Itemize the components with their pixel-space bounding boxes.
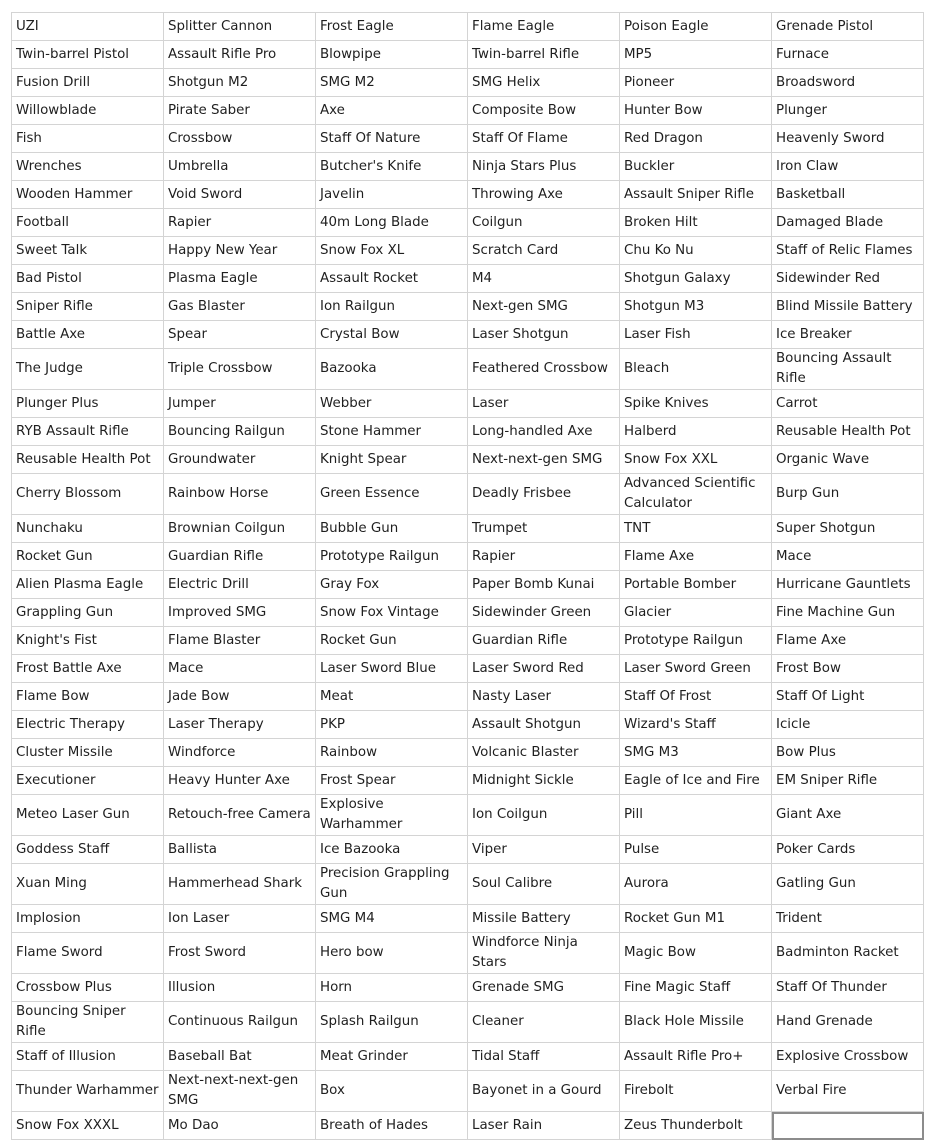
table-cell[interactable]: Ion Laser [164, 905, 316, 933]
table-cell[interactable]: MP5 [620, 41, 772, 69]
table-cell[interactable]: Javelin [316, 181, 468, 209]
table-row [12, 864, 924, 905]
table-row [12, 321, 924, 349]
table-cell[interactable]: SMG M2 [316, 69, 468, 97]
table-cell[interactable]: Plunger Plus [12, 390, 164, 418]
table-cell[interactable]: Reusable Health Pot [12, 446, 164, 474]
table-cell[interactable]: Assault Sniper Rifle [620, 181, 772, 209]
table-cell[interactable]: Flame Blaster [164, 627, 316, 655]
table-cell[interactable]: Snow Fox Vintage [316, 599, 468, 627]
table-cell[interactable]: Battle Axe [12, 321, 164, 349]
table-row [12, 474, 924, 515]
table-row [12, 836, 924, 864]
table-cell[interactable]: Fusion Drill [12, 69, 164, 97]
table-cell[interactable]: SMG M4 [316, 905, 468, 933]
table-cell[interactable]: Assault Rifle Pro [164, 41, 316, 69]
table-cell[interactable]: Flame Bow [12, 683, 164, 711]
table-cell[interactable]: Plasma Eagle [164, 265, 316, 293]
table-cell[interactable]: Rainbow Horse [164, 474, 316, 515]
table-cell[interactable]: Ion Coilgun [468, 795, 620, 836]
table-cell[interactable]: TNT [620, 515, 772, 543]
table-cell[interactable]: Soul Calibre [468, 864, 620, 905]
table-cell[interactable]: Spike Knives [620, 390, 772, 418]
table-cell[interactable]: Bouncing Sniper Rifle [12, 1002, 164, 1043]
table-cell[interactable]: Laser Sword Green [620, 655, 772, 683]
table-cell[interactable]: Staff of Relic Flames [772, 237, 924, 265]
table-cell[interactable]: Missile Battery [468, 905, 620, 933]
table-cell[interactable]: Breath of Hades [316, 1112, 468, 1140]
table-cell[interactable]: Electric Therapy [12, 711, 164, 739]
table-cell[interactable]: Rainbow [316, 739, 468, 767]
table-cell[interactable]: Frost Eagle [316, 13, 468, 41]
table-row [12, 571, 924, 599]
table-cell[interactable]: Viper [468, 836, 620, 864]
table-cell[interactable]: Frost Spear [316, 767, 468, 795]
table-cell[interactable]: Blind Missile Battery [772, 293, 924, 321]
table-cell[interactable]: Eagle of Ice and Fire [620, 767, 772, 795]
table-cell[interactable]: Carrot [772, 390, 924, 418]
table-cell[interactable]: Halberd [620, 418, 772, 446]
table-cell[interactable]: Cherry Blossom [12, 474, 164, 515]
table-cell[interactable]: Laser Fish [620, 321, 772, 349]
table-cell[interactable]: Flame Axe [772, 627, 924, 655]
table-cell[interactable]: Aurora [620, 864, 772, 905]
table-cell[interactable]: Furnace [772, 41, 924, 69]
table-cell[interactable]: Staff Of Frost [620, 683, 772, 711]
table-cell[interactable]: Jumper [164, 390, 316, 418]
table-row [12, 933, 924, 974]
table-cell[interactable]: Retouch-free Camera [164, 795, 316, 836]
table-cell[interactable]: Portable Bomber [620, 571, 772, 599]
table-cell[interactable]: Ice Breaker [772, 321, 924, 349]
table-cell[interactable]: Magic Bow [620, 933, 772, 974]
table-cell[interactable]: Gatling Gun [772, 864, 924, 905]
selected-cell[interactable] [772, 1112, 924, 1140]
table-cell[interactable]: The Judge [12, 349, 164, 390]
table-row [12, 69, 924, 97]
table-row [12, 209, 924, 237]
table-cell[interactable]: Laser Rain [468, 1112, 620, 1140]
table-cell[interactable]: Umbrella [164, 153, 316, 181]
table-row [12, 97, 924, 125]
table-cell[interactable]: Sweet Talk [12, 237, 164, 265]
table-cell[interactable]: Thunder Warhammer [12, 1071, 164, 1112]
table-cell[interactable]: Nasty Laser [468, 683, 620, 711]
table-cell[interactable]: Laser Therapy [164, 711, 316, 739]
table-cell[interactable]: Twin-barrel Rifle [468, 41, 620, 69]
table-row [12, 739, 924, 767]
table-cell[interactable]: Fine Magic Staff [620, 974, 772, 1002]
table-row [12, 125, 924, 153]
table-cell[interactable]: Frost Sword [164, 933, 316, 974]
table-row [12, 13, 924, 41]
table-cell[interactable]: Rapier [468, 543, 620, 571]
table-cell[interactable]: Laser Sword Red [468, 655, 620, 683]
table-cell[interactable]: Rapier [164, 209, 316, 237]
table-row [12, 1043, 924, 1071]
table-cell[interactable]: Plunger [772, 97, 924, 125]
table-cell[interactable]: Laser Shotgun [468, 321, 620, 349]
table-cell[interactable]: Stone Hammer [316, 418, 468, 446]
table-cell[interactable]: Nunchaku [12, 515, 164, 543]
table-cell[interactable]: Staff Of Thunder [772, 974, 924, 1002]
table-cell[interactable]: Coilgun [468, 209, 620, 237]
table-row [12, 905, 924, 933]
table-cell[interactable]: Chu Ko Nu [620, 237, 772, 265]
table-cell[interactable]: Bazooka [316, 349, 468, 390]
table-row [12, 767, 924, 795]
table-cell[interactable]: Basketball [772, 181, 924, 209]
table-cell[interactable]: Pirate Saber [164, 97, 316, 125]
table-cell[interactable]: Heavenly Sword [772, 125, 924, 153]
table-cell[interactable]: Pulse [620, 836, 772, 864]
table-cell[interactable]: Gas Blaster [164, 293, 316, 321]
table-row [12, 1112, 924, 1140]
table-cell[interactable]: Crossbow [164, 125, 316, 153]
table-cell[interactable]: Electric Drill [164, 571, 316, 599]
table-cell[interactable]: Happy New Year [164, 237, 316, 265]
table-cell[interactable]: Bleach [620, 349, 772, 390]
table-cell[interactable]: Improved SMG [164, 599, 316, 627]
table-cell[interactable]: Fish [12, 125, 164, 153]
table-cell[interactable]: Verbal Fire [772, 1071, 924, 1112]
table-cell[interactable]: Horn [316, 974, 468, 1002]
table-cell[interactable]: Rocket Gun M1 [620, 905, 772, 933]
table-cell[interactable]: Splash Railgun [316, 1002, 468, 1043]
table-cell[interactable]: Hero bow [316, 933, 468, 974]
table-cell[interactable]: M4 [468, 265, 620, 293]
table-row [12, 683, 924, 711]
table-cell[interactable]: Flame Eagle [468, 13, 620, 41]
table-cell[interactable]: Crossbow Plus [12, 974, 164, 1002]
table-row [12, 390, 924, 418]
table-cell[interactable]: Cluster Missile [12, 739, 164, 767]
table-cell[interactable]: Splitter Cannon [164, 13, 316, 41]
table-cell[interactable]: Glacier [620, 599, 772, 627]
table-cell[interactable]: Windforce Ninja Stars [468, 933, 620, 974]
table-cell[interactable]: EM Sniper Rifle [772, 767, 924, 795]
table-cell[interactable]: Zeus Thunderbolt [620, 1112, 772, 1140]
table-cell[interactable]: Pioneer [620, 69, 772, 97]
table-cell[interactable]: Meat Grinder [316, 1043, 468, 1071]
table-cell[interactable]: Guardian Rifle [468, 627, 620, 655]
table-cell[interactable]: Volcanic Blaster [468, 739, 620, 767]
table-cell[interactable]: Axe [316, 97, 468, 125]
table-row [12, 655, 924, 683]
table-cell[interactable]: Explosive Crossbow [772, 1043, 924, 1071]
table-cell[interactable]: Bad Pistol [12, 265, 164, 293]
table-cell[interactable]: Bouncing Railgun [164, 418, 316, 446]
table-cell[interactable]: Bow Plus [772, 739, 924, 767]
table-cell[interactable]: Void Sword [164, 181, 316, 209]
table-cell[interactable]: Staff of Illusion [12, 1043, 164, 1071]
table-cell[interactable]: Ballista [164, 836, 316, 864]
table-cell[interactable]: Staff Of Light [772, 683, 924, 711]
table-cell[interactable]: Heavy Hunter Axe [164, 767, 316, 795]
table-cell[interactable]: Blowpipe [316, 41, 468, 69]
table-cell[interactable]: Ice Bazooka [316, 836, 468, 864]
table-cell[interactable]: Midnight Sickle [468, 767, 620, 795]
table-row [12, 627, 924, 655]
table-cell[interactable]: Deadly Frisbee [468, 474, 620, 515]
table-cell[interactable]: Trumpet [468, 515, 620, 543]
table-cell[interactable]: Alien Plasma Eagle [12, 571, 164, 599]
table-cell[interactable]: Grappling Gun [12, 599, 164, 627]
table-cell[interactable]: Frost Battle Axe [12, 655, 164, 683]
table-cell[interactable]: Ninja Stars Plus [468, 153, 620, 181]
table-cell[interactable]: Guardian Rifle [164, 543, 316, 571]
table-cell[interactable]: Explosive Warhammer [316, 795, 468, 836]
table-cell[interactable]: Shotgun Galaxy [620, 265, 772, 293]
table-cell[interactable]: Feathered Crossbow [468, 349, 620, 390]
table-row [12, 41, 924, 69]
table-row [12, 599, 924, 627]
table-cell[interactable]: Grenade SMG [468, 974, 620, 1002]
table-cell[interactable]: Burp Gun [772, 474, 924, 515]
table-row [12, 293, 924, 321]
table-cell[interactable]: Laser Sword Blue [316, 655, 468, 683]
table-row [12, 237, 924, 265]
weapon-table [11, 12, 924, 1140]
table-cell[interactable]: Ion Railgun [316, 293, 468, 321]
table-cell[interactable]: Poison Eagle [620, 13, 772, 41]
table-cell[interactable]: Tidal Staff [468, 1043, 620, 1071]
table-cell[interactable]: Twin-barrel Pistol [12, 41, 164, 69]
table-cell[interactable]: Gray Fox [316, 571, 468, 599]
table-body [12, 13, 924, 1140]
table-cell[interactable]: Iron Claw [772, 153, 924, 181]
table-cell[interactable]: Trident [772, 905, 924, 933]
table-cell[interactable]: Poker Cards [772, 836, 924, 864]
table-cell[interactable]: Executioner [12, 767, 164, 795]
table-cell[interactable]: Hand Grenade [772, 1002, 924, 1043]
table-cell[interactable]: Rocket Gun [12, 543, 164, 571]
table-cell[interactable]: SMG Helix [468, 69, 620, 97]
table-cell[interactable]: Paper Bomb Kunai [468, 571, 620, 599]
table-cell[interactable]: 40m Long Blade [316, 209, 468, 237]
table-cell[interactable]: Sniper Rifle [12, 293, 164, 321]
table-cell[interactable]: Bubble Gun [316, 515, 468, 543]
table-cell[interactable]: Composite Bow [468, 97, 620, 125]
table-row [12, 349, 924, 390]
table-cell[interactable]: Giant Axe [772, 795, 924, 836]
table-cell[interactable]: Organic Wave [772, 446, 924, 474]
table-cell[interactable]: Flame Axe [620, 543, 772, 571]
table-cell[interactable]: Fine Machine Gun [772, 599, 924, 627]
table-cell[interactable]: Mace [164, 655, 316, 683]
table-cell[interactable]: Shotgun M2 [164, 69, 316, 97]
table-row [12, 446, 924, 474]
table-cell[interactable]: Buckler [620, 153, 772, 181]
table-cell[interactable]: Badminton Racket [772, 933, 924, 974]
table-cell[interactable]: Pill [620, 795, 772, 836]
table-cell[interactable]: Spear [164, 321, 316, 349]
table-cell[interactable]: Continuous Railgun [164, 1002, 316, 1043]
table-row [12, 153, 924, 181]
table-cell[interactable]: Precision Grappling Gun [316, 864, 468, 905]
table-cell[interactable]: Flame Sword [12, 933, 164, 974]
table-cell[interactable]: Triple Crossbow [164, 349, 316, 390]
table-cell[interactable]: Mo Dao [164, 1112, 316, 1140]
table-row [12, 181, 924, 209]
table-cell[interactable]: Wizard's Staff [620, 711, 772, 739]
table-cell[interactable]: Baseball Bat [164, 1043, 316, 1071]
table-cell[interactable]: Rocket Gun [316, 627, 468, 655]
table-cell[interactable]: Wooden Hammer [12, 181, 164, 209]
table-row [12, 515, 924, 543]
table-cell[interactable]: Snow Fox XXL [620, 446, 772, 474]
table-cell[interactable]: Damaged Blade [772, 209, 924, 237]
table-cell[interactable]: Implosion [12, 905, 164, 933]
table-cell[interactable]: Black Hole Missile [620, 1002, 772, 1043]
table-cell[interactable]: RYB Assault Rifle [12, 418, 164, 446]
table-cell[interactable]: Assault Rifle Pro+ [620, 1043, 772, 1071]
table-cell[interactable]: Goddess Staff [12, 836, 164, 864]
table-cell[interactable]: Willowblade [12, 97, 164, 125]
table-cell[interactable]: Brownian Coilgun [164, 515, 316, 543]
table-cell[interactable]: Wrenches [12, 153, 164, 181]
table-cell[interactable]: SMG M3 [620, 739, 772, 767]
table-cell[interactable]: Meteo Laser Gun [12, 795, 164, 836]
table-cell[interactable]: Long-handled Axe [468, 418, 620, 446]
table-cell[interactable]: Knight's Fist [12, 627, 164, 655]
table-row [12, 711, 924, 739]
table-cell[interactable]: Prototype Railgun [316, 543, 468, 571]
table-row [12, 265, 924, 293]
table-cell[interactable]: Knight Spear [316, 446, 468, 474]
table-cell[interactable]: Groundwater [164, 446, 316, 474]
table-cell[interactable]: Green Essence [316, 474, 468, 515]
table-row [12, 418, 924, 446]
table-row [12, 543, 924, 571]
table-cell[interactable]: Red Dragon [620, 125, 772, 153]
table-cell[interactable]: Xuan Ming [12, 864, 164, 905]
table-cell[interactable]: Windforce [164, 739, 316, 767]
table-cell[interactable]: Meat [316, 683, 468, 711]
table-cell[interactable]: Next-next-next-gen SMG [164, 1071, 316, 1112]
table-cell[interactable]: Frost Bow [772, 655, 924, 683]
table-cell[interactable]: Sidewinder Green [468, 599, 620, 627]
table-cell[interactable]: UZI [12, 13, 164, 41]
table-cell[interactable]: Football [12, 209, 164, 237]
table-cell[interactable]: PKP [316, 711, 468, 739]
table-cell[interactable]: Scratch Card [468, 237, 620, 265]
table-row [12, 1071, 924, 1112]
table-cell[interactable]: Snow Fox XL [316, 237, 468, 265]
table-cell[interactable]: Mace [772, 543, 924, 571]
table-cell[interactable]: Illusion [164, 974, 316, 1002]
table-cell[interactable]: Throwing Axe [468, 181, 620, 209]
table-cell[interactable]: Firebolt [620, 1071, 772, 1112]
table-cell[interactable]: Sidewinder Red [772, 265, 924, 293]
table-cell[interactable]: Super Shotgun [772, 515, 924, 543]
table-cell[interactable]: Assault Rocket [316, 265, 468, 293]
table-row [12, 1002, 924, 1043]
table-cell[interactable]: Butcher's Knife [316, 153, 468, 181]
table-cell[interactable]: Hunter Bow [620, 97, 772, 125]
table-cell[interactable]: Webber [316, 390, 468, 418]
table-cell[interactable]: Shotgun M3 [620, 293, 772, 321]
table-cell[interactable]: Crystal Bow [316, 321, 468, 349]
table-cell[interactable]: Laser [468, 390, 620, 418]
table-cell[interactable]: Hammerhead Shark [164, 864, 316, 905]
table-cell[interactable]: Advanced Scientific Calculator [620, 474, 772, 515]
table-cell[interactable]: Icicle [772, 711, 924, 739]
table-cell[interactable]: Next-gen SMG [468, 293, 620, 321]
table-cell[interactable]: Next-next-gen SMG [468, 446, 620, 474]
table-cell[interactable]: Grenade Pistol [772, 13, 924, 41]
table-cell[interactable]: Broadsword [772, 69, 924, 97]
table-cell[interactable]: Hurricane Gauntlets [772, 571, 924, 599]
table-row [12, 795, 924, 836]
table-cell[interactable]: Bayonet in a Gourd [468, 1071, 620, 1112]
table-cell[interactable]: Box [316, 1071, 468, 1112]
table-cell[interactable]: Cleaner [468, 1002, 620, 1043]
table-cell[interactable]: Staff Of Flame [468, 125, 620, 153]
table-cell[interactable]: Broken Hilt [620, 209, 772, 237]
table-cell[interactable]: Staff Of Nature [316, 125, 468, 153]
table-cell[interactable]: Reusable Health Pot [772, 418, 924, 446]
table-cell[interactable]: Assault Shotgun [468, 711, 620, 739]
table-cell[interactable]: Bouncing Assault Rifle [772, 349, 924, 390]
table-cell[interactable]: Jade Bow [164, 683, 316, 711]
table-cell[interactable]: Prototype Railgun [620, 627, 772, 655]
table-cell[interactable]: Snow Fox XXXL [12, 1112, 164, 1140]
table-row [12, 974, 924, 1002]
